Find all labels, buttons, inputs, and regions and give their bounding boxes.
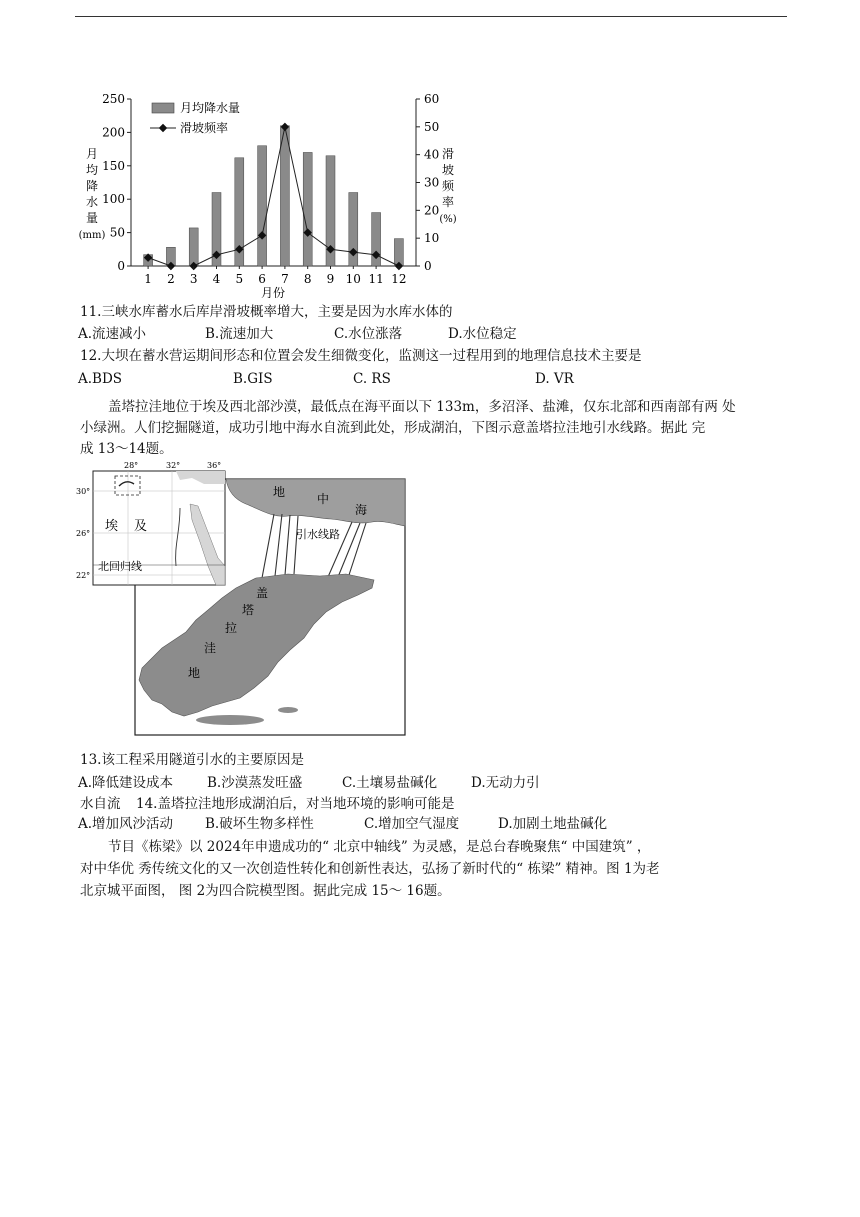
x-tick-label: 7 (281, 272, 289, 286)
chart-legend (150, 100, 240, 135)
q11-option-c[interactable]: C.水位涨落 (334, 326, 403, 342)
q13-option-c[interactable]: C.土壤易盐碱化 (342, 775, 438, 791)
inset-lon-36: 36° (207, 462, 222, 470)
passage2-line3: 北京城平面图， 图 2为四合院模型图。据此完成 15～ 16题。 (80, 883, 451, 899)
left-axis-ticks (102, 92, 131, 273)
small-basin (278, 707, 298, 713)
inset-tropic-label: 北回归线 (98, 560, 142, 573)
x-tick-label: 4 (212, 272, 221, 286)
x-tick-label: 10 (345, 272, 361, 286)
rainfall-landslide-chart (76, 90, 476, 302)
q11-option-b[interactable]: B.流速加大 (205, 326, 274, 342)
q14-option-d[interactable]: D.加剧土地盐碱化 (498, 816, 608, 832)
x-tick-label: 1 (144, 272, 152, 286)
q13-option-d-wrap: 水自流 (80, 796, 121, 812)
left-axis-label-char: 降 (85, 179, 99, 193)
left-axis-label-char: 量 (85, 211, 99, 225)
legend-line-marker (159, 124, 167, 132)
q14-stem: 14.盖塔拉洼地形成湖泊后，对当地环境的影响可能是 (136, 796, 455, 812)
left-axis-label-char: 水 (85, 195, 99, 209)
landslide-polyline (148, 127, 399, 266)
legend-line-label: 滑坡频率 (180, 121, 229, 135)
q14-option-a[interactable]: A.增加风沙活动 (78, 816, 174, 832)
x-tick-label: 2 (167, 272, 175, 286)
left-axis-label-char: 均 (85, 163, 99, 177)
left-axis-label-char: 月 (85, 147, 99, 161)
right-axis-label-char: 率 (441, 195, 455, 209)
x-tick-label: 5 (235, 272, 244, 286)
rainfall-bars (144, 126, 404, 266)
right-tick-label: 40 (424, 147, 440, 162)
inset-lat-26: 26° (76, 529, 91, 538)
inset-lon-32: 32° (166, 462, 181, 470)
rainfall-bar (303, 152, 312, 266)
q11-stem: 11.三峡水库蓄水后库岸滑坡概率增大，主要是因为水库水体的 (80, 304, 453, 320)
qattara-map (76, 462, 410, 740)
left-tick-label: 100 (102, 192, 125, 207)
right-axis-label-char: 坡 (441, 163, 455, 177)
q12-option-a[interactable]: A.BDS (78, 371, 123, 387)
q12-option-d[interactable]: D. VR (535, 371, 574, 387)
sea-char-3: 海 (355, 503, 368, 517)
right-tick-label: 60 (424, 92, 440, 106)
q14-option-c[interactable]: C.增加空气湿度 (364, 816, 460, 832)
depression-char-5: 地 (188, 666, 201, 680)
x-tick-label: 12 (391, 272, 407, 286)
left-tick-label: 150 (102, 158, 125, 173)
inset-lat-30: 30° (76, 487, 91, 496)
q13-option-d[interactable]: D.无动力引 (471, 775, 540, 791)
right-axis-label-char: (%) (439, 214, 457, 225)
x-tick-label: 8 (303, 272, 312, 286)
x-tick-label: 9 (326, 272, 335, 286)
q11-option-a[interactable]: A.流速减小 (78, 326, 147, 342)
depression-char-2: 塔 (242, 603, 255, 617)
route-label: 引水线路 (296, 528, 340, 541)
left-tick-label: 0 (117, 259, 125, 273)
depression-char-3: 拉 (225, 621, 238, 635)
rainfall-bar (258, 146, 267, 266)
small-basin (196, 715, 264, 725)
right-axis-label (439, 147, 456, 225)
passage2-line2: 对中华优 秀传统文化的又一次创造性转化和创新性表达，弘扬了新时代的“ 栋梁” 精神。图 1为老 (80, 861, 660, 877)
right-tick-label: 0 (424, 259, 432, 273)
sea-char-1: 地 (273, 485, 286, 499)
q13-stem: 13.该工程采用隧道引水的主要原因是 (80, 752, 304, 768)
q11-option-d[interactable]: D.水位稳定 (448, 326, 517, 342)
inset-country-char-1: 埃 (105, 519, 119, 534)
passage1-line1: 盖塔拉洼地位于埃及西北部沙漠，最低点在海平面以下 133m，多沼泽、盐滩，仅东北部和西南部有两 处 (108, 399, 736, 415)
right-axis-label-char: 滑 (441, 147, 455, 161)
q12-option-b[interactable]: B.GIS (233, 371, 273, 387)
right-tick-label: 10 (424, 231, 440, 246)
rainfall-bar (280, 126, 289, 266)
x-tick-label: 3 (189, 272, 198, 286)
q12-option-c[interactable]: C. RS (353, 371, 391, 387)
depression-char-1: 盖 (256, 586, 269, 600)
q14-option-b[interactable]: B.破坏生物多样性 (205, 816, 314, 832)
passage1-line2: 小绿洲。人们挖掘隧道，成功引地中海水自流到此处，形成湖泊，下图示意盖塔拉洼地引水线路。据此 完 (80, 420, 706, 436)
header-rule (75, 16, 787, 17)
left-axis-label-char: (mm) (78, 230, 106, 241)
left-tick-label: 200 (102, 125, 125, 140)
rainfall-bar (189, 228, 198, 266)
passage1-line3: 成 13～14题。 (80, 441, 173, 457)
legend-bar-label: 月均降水量 (180, 101, 241, 115)
x-axis-label: 月份 (260, 286, 286, 300)
passage2-line1: 节目《栋梁》以 2024年申遗成功的“ 北京中轴线” 为灵感，是总台春晚聚焦“ 中国建筑” ， (108, 839, 651, 855)
q12-stem: 12.大坝在蓄水营运期间形态和位置会发生细微变化，监测这一过程用到的地理信息技术主要是 (80, 348, 642, 364)
left-tick-label: 50 (109, 225, 125, 240)
x-tick-label: 6 (258, 272, 266, 286)
right-tick-label: 20 (424, 203, 440, 218)
q13-option-b[interactable]: B.沙漠蒸发旺盛 (207, 775, 303, 791)
depression-char-4: 洼 (204, 641, 217, 655)
q13-option-a[interactable]: A.降低建设成本 (78, 775, 174, 791)
landslide-line (144, 123, 403, 271)
left-tick-label: 250 (102, 92, 125, 106)
inset-country-char-2: 及 (134, 519, 148, 534)
x-axis-ticks (144, 266, 406, 286)
right-axis-label-char: 频 (441, 179, 455, 193)
inset-lon-28: 28° (124, 462, 139, 470)
inset-lat-22: 22° (76, 571, 91, 580)
legend-bar-swatch (152, 103, 174, 113)
right-tick-label: 30 (424, 175, 440, 190)
right-axis-ticks (416, 92, 439, 273)
sea-char-2: 中 (317, 492, 330, 506)
x-tick-label: 11 (368, 272, 384, 286)
right-tick-label: 50 (424, 119, 440, 134)
